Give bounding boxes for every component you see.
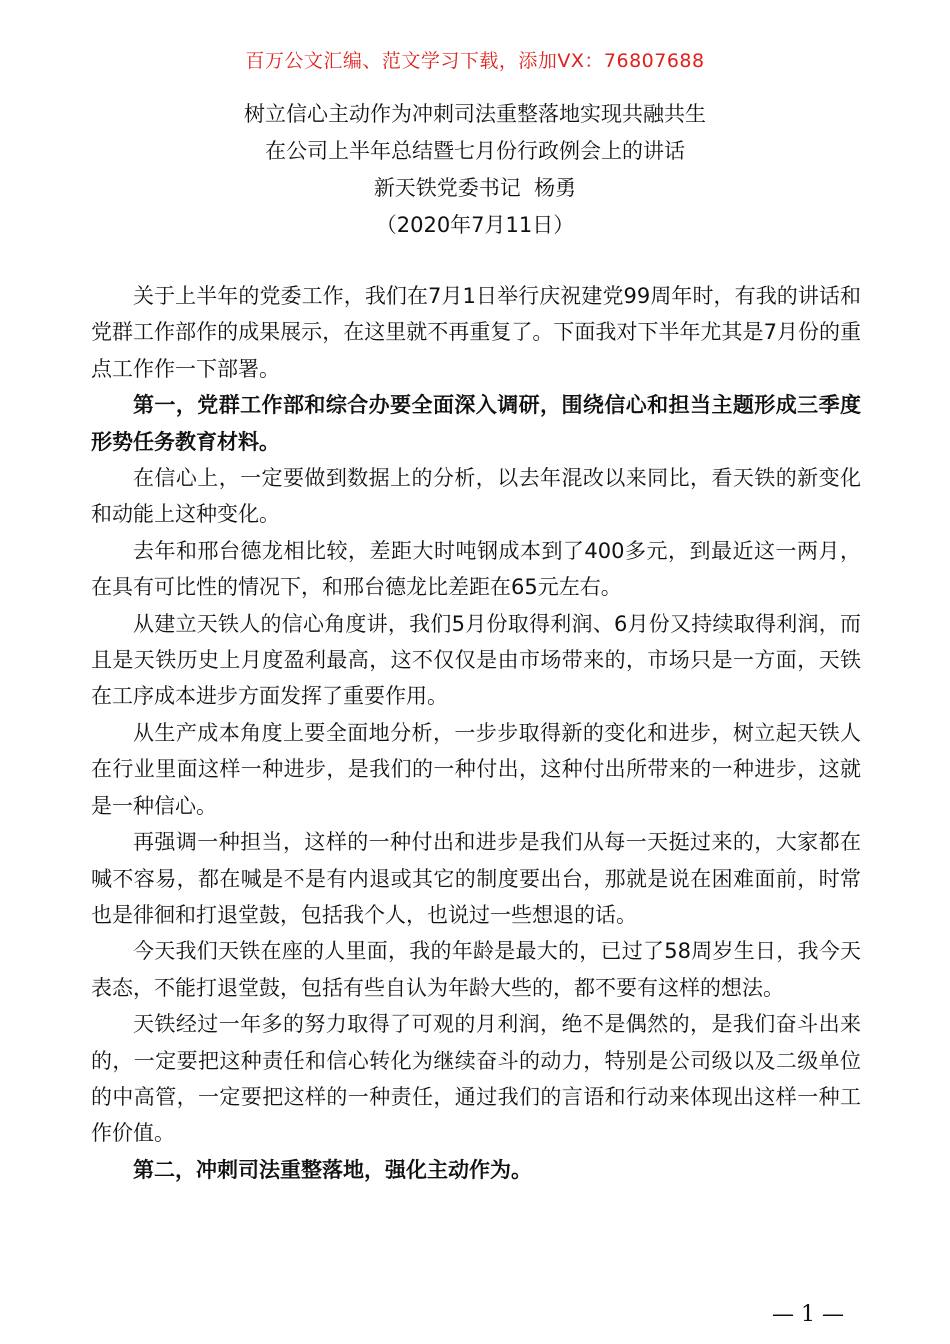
- document-body: [91, 278, 861, 1188]
- paragraph: 今天我们天铁在座的人里面，我的年龄是最大的，已过了58周岁生日，我今天表态，不能打退堂鼓，包括有些自认为年龄大些的，都不要有这样的想法。: [91, 939, 861, 1000]
- title-block: [0, 96, 950, 244]
- paragraph: 天铁经过一年多的努力取得了可观的月利润，绝不是偶然的，是我们奋斗出来的，一定要把这种责任和信心转化为继续奋斗的动力，特别是公司级以及二级单位的中高管，一定要把这样的一种责任，通过我们的言语和行动来体现出这样一种工作价值。: [91, 1012, 861, 1146]
- page-number: — 1 —: [772, 1302, 844, 1327]
- paragraph: 在信心上，一定要做到数据上的分析，以去年混改以来同比，看天铁的新变化和动能上这种变化。: [91, 466, 861, 527]
- header-watermark-note: 百万公文汇编、范文学习下载，添加VX：76807688: [245, 50, 705, 72]
- speech-subtitle: 在公司上半年总结暨七月份行政例会上的讲话: [265, 139, 685, 163]
- paragraph: 从生产成本角度上要全面地分析，一步步取得新的变化和进步，树立起天铁人在行业里面这样一种进步，是我们的一种付出，这种付出所带来的一种进步，这就是一种信心。: [91, 720, 861, 818]
- paragraph-intro: 关于上半年的党委工作，我们在7月1日举行庆祝建党99周年时，有我的讲话和党群工作部作的成果展示，在这里就不再重复了。下面我对下半年尤其是7月份的重点工作作一下部署。: [91, 284, 861, 381]
- paragraph: 从建立天铁人的信心角度讲，我们5月份取得利润、6月份又持续取得利润，而且是天铁历史上月度盈利最高，这不仅仅是由市场带来的，市场只是一方面，天铁在工序成本进步方面发挥了重要作用。: [91, 611, 861, 709]
- section-heading-second: 第二，冲刺司法重整落地，强化主动作为。: [133, 1157, 532, 1182]
- section-heading-first: 第一，党群工作部和综合办要全面深入调研，围绕信心和担当主题形成三季度形势任务教育材料。: [91, 393, 861, 454]
- speech-title: 树立信心主动作为冲刺司法重整落地实现共融共生: [244, 102, 706, 126]
- speech-date: （2020年7月11日）: [375, 213, 575, 237]
- paragraph: 去年和邢台德龙相比较，差距大时吨钢成本到了400多元，到最近这一两月，在具有可比性的情况下，和邢台德龙比差距在65元左右。: [91, 538, 861, 600]
- paragraph: 再强调一种担当，这样的一种付出和进步是我们从每一天挺过来的，大家都在喊不容易，都在喊是不是有内退或其它的制度要出台，那就是说在困难面前，时常也是徘徊和打退堂鼓，包括我个人，也说过一些想退的话。: [91, 830, 861, 927]
- speaker-line: 新天铁党委书记 杨勇: [373, 176, 577, 200]
